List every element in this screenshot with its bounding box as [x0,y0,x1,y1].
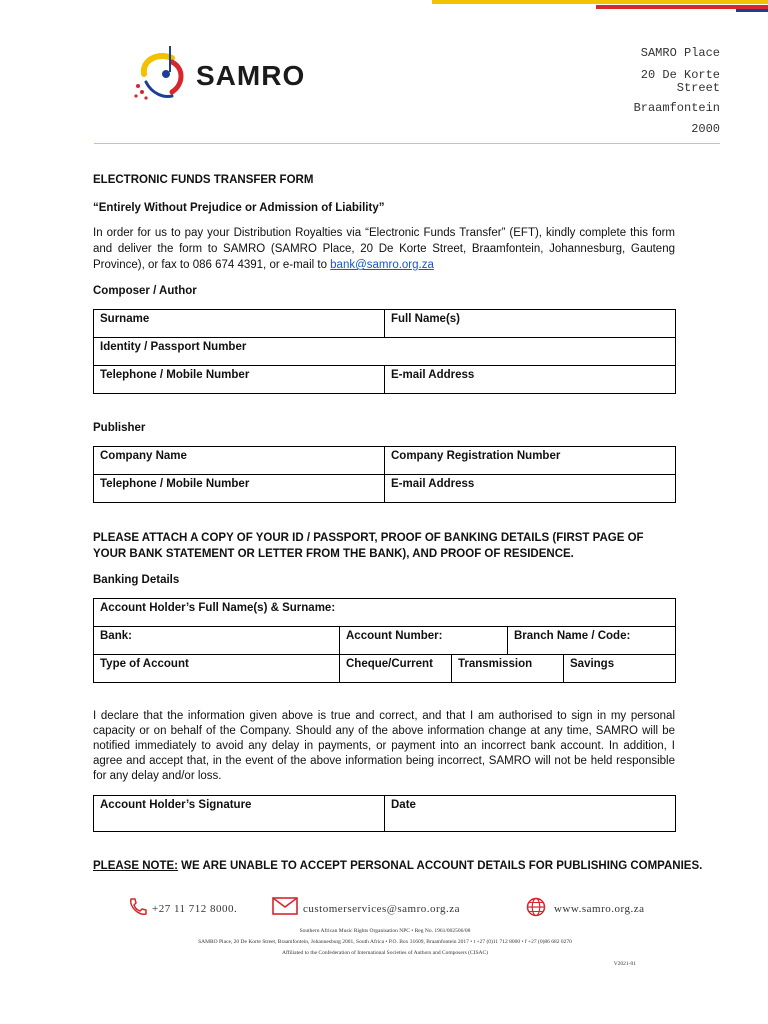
declaration-paragraph: I declare that the information given above is true and correct, and that I am authorised to sign in my personal capacity or on behalf of the Company. Should any of the above information change at any time, SAMRO will be notified immediately to avoid any delay in payments, or payment into an incorrect bank account. In addition, I agree and accept that, in the event of the above information being incorrect, SAMRO will not be held responsible for any delay and/or loss. [93,710,675,782]
intro-text: In order for us to pay your Distribution Royalties via “Electronic Funds Transfer” (EFT), kindly complete this form and deliver the form to SAMRO (SAMRO Place, 20 De Korte Street, Braamfontein, Johannesburg, Gauteng Province), or fax to 086 674 4391, or e-mail to [93,227,675,271]
company-name-field[interactable]: Company Name [94,447,385,475]
attach-notice: PLEASE ATTACH A COPY OF YOUR ID / PASSPORT, PROOF OF BANKING DETAILS (FIRST PAGE OF YOUR BANK STATEMENT OR LETTER FROM THE BANK), AND PROOF OF RESIDENCE. [93,532,644,560]
bank-email-link[interactable]: bank@samro.org.za [330,259,434,271]
globe-icon [526,897,546,917]
signature-field[interactable]: Account Holder’s Signature [94,796,385,832]
cheque-current-option[interactable]: Cheque/Current [340,655,452,683]
footer-web[interactable]: www.samro.org.za [554,903,645,915]
composer-heading: Composer / Author [93,285,197,297]
banking-table [93,598,676,683]
branch-field[interactable]: Branch Name / Code: [508,627,676,655]
footer-fine-3: Affiliated to the Confederation of International Societies of Authors and Composers (CISAC) [282,950,488,956]
signature-table [93,795,676,832]
full-names-field[interactable]: Full Name(s) [385,310,676,338]
top-color-strip-yellow [432,0,768,4]
account-number-field[interactable]: Account Number: [340,627,508,655]
note-text: WE ARE UNABLE TO ACCEPT PERSONAL ACCOUNT DETAILS FOR PUBLISHING COMPANIES. [177,860,703,872]
composer-email-field[interactable]: E-mail Address [385,366,676,394]
savings-option[interactable]: Savings [564,655,676,683]
account-holder-name-field[interactable]: Account Holder’s Full Name(s) & Surname: [94,599,676,627]
address-line: 2000 [691,122,720,136]
form-title: ELECTRONIC FUNDS TRANSFER FORM [93,174,314,186]
transmission-option[interactable]: Transmission [452,655,564,683]
company-reg-field[interactable]: Company Registration Number [385,447,676,475]
mail-icon [272,897,298,915]
top-color-strip-blue [736,9,768,12]
composer-telephone-field[interactable]: Telephone / Mobile Number [94,366,385,394]
date-field[interactable]: Date [385,796,676,832]
note-label: PLEASE NOTE: [93,860,178,872]
footer-email[interactable]: customerservices@samro.org.za [303,903,460,915]
id-passport-field[interactable]: Identity / Passport Number [94,338,676,366]
account-type-label: Type of Account [94,655,340,683]
address-line: 20 De Korte [640,68,720,82]
intro-paragraph [93,225,675,273]
banking-heading: Banking Details [93,574,180,586]
address-line: Braamfontein [633,101,720,115]
footer-phone: +27 11 712 8000. [152,903,238,915]
please-note [93,858,702,874]
header-divider [94,143,720,144]
publisher-heading: Publisher [93,422,146,434]
publisher-email-field[interactable]: E-mail Address [385,475,676,503]
address-line: SAMRO Place [640,46,720,60]
publisher-table [93,446,676,503]
bank-field[interactable]: Bank: [94,627,340,655]
phone-icon [127,897,147,917]
footer-fine-2: SAMRO Place, 20 De Korte Street, Braamfontein, Johannesburg 2001, South Africa • P.O. Box 31609, Braamfontein 2017 • t +27 (0)11 712 8000 • f +27 (0)86 682 0270 [198,939,572,945]
surname-field[interactable]: Surname [94,310,385,338]
address-line: Street [676,81,720,95]
version-code: V2021-01 [613,961,636,967]
composer-table [93,309,676,394]
publisher-telephone-field[interactable]: Telephone / Mobile Number [94,475,385,503]
footer-fine-1: Southern African Music Rights Organisation NPC • Reg No. 1961/002506/08 [299,928,471,934]
brand-name: SAMRO [196,60,306,91]
form-subtitle: “Entirely Without Prejudice or Admission of Liability” [93,202,385,214]
